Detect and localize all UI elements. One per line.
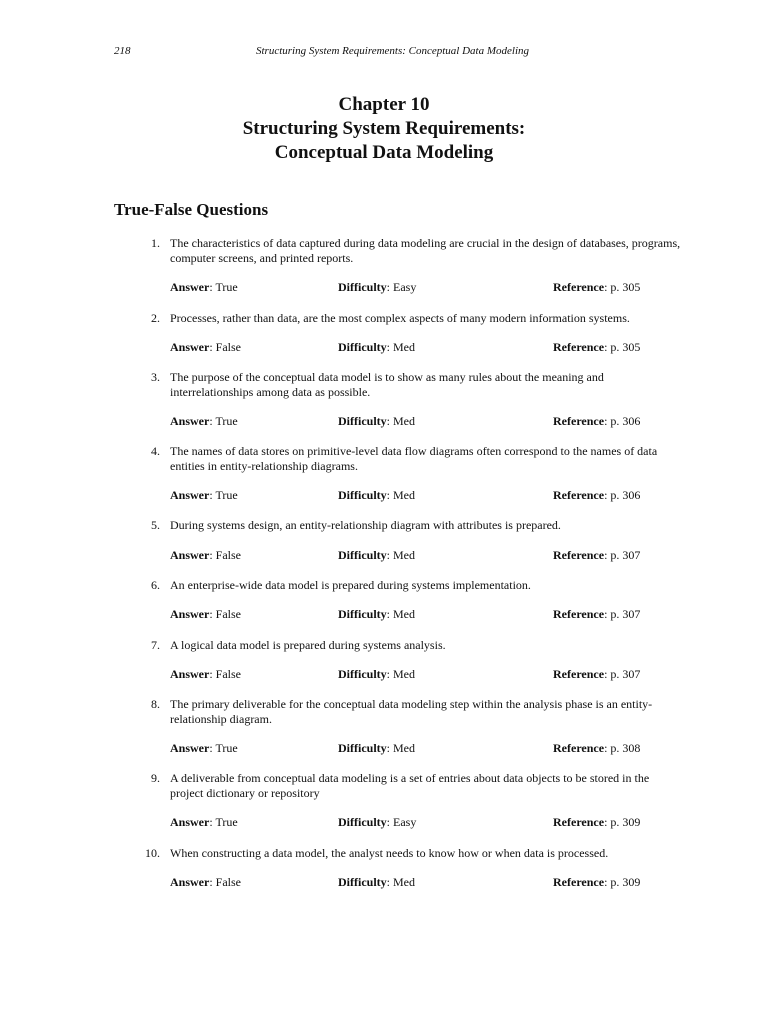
reference-label: Reference — [553, 280, 605, 294]
question-text: The characteristics of data captured during data modeling are crucial in the design of databases, programs, computer screens, and printed reports. — [170, 236, 681, 265]
question-number: 2. — [151, 311, 160, 325]
difficulty-value: Med — [393, 875, 415, 889]
difficulty — [338, 340, 415, 355]
answer — [170, 414, 238, 429]
difficulty-separator: : — [386, 280, 393, 294]
answer-separator: : — [209, 280, 216, 294]
chapter-heading — [0, 93, 768, 165]
answer-separator: : — [209, 875, 216, 889]
reference — [553, 815, 640, 830]
question-meta — [0, 607, 768, 622]
reference — [553, 414, 640, 429]
difficulty — [338, 741, 415, 756]
question-meta — [0, 414, 768, 429]
answer-label: Answer — [170, 741, 210, 755]
reference — [553, 667, 640, 682]
answer-value: True — [215, 488, 238, 502]
reference-separator: : — [604, 340, 611, 354]
answer-label: Answer — [170, 280, 210, 294]
answer-label: Answer — [170, 607, 210, 621]
reference-separator: : — [604, 280, 611, 294]
reference-label: Reference — [553, 741, 605, 755]
reference-value: p. 309 — [610, 815, 641, 829]
question-number: 10. — [145, 846, 160, 860]
running-header-title: Structuring System Requirements: Conceptual Data Modeling — [256, 45, 530, 57]
answer-value: False — [215, 667, 242, 681]
difficulty-separator: : — [386, 548, 393, 562]
question-meta — [0, 280, 768, 295]
reference — [553, 340, 640, 355]
answer-separator: : — [209, 548, 216, 562]
answer-value: True — [215, 741, 238, 755]
answer-label: Answer — [170, 548, 210, 562]
answer-separator: : — [209, 414, 216, 428]
question-text: A logical data model is prepared during systems analysis. — [170, 638, 446, 652]
answer — [170, 340, 241, 355]
question-meta — [0, 488, 768, 503]
answer-value: True — [215, 414, 238, 428]
chapter-title-line-1: Structuring System Requirements: — [242, 118, 526, 139]
chapter-number: Chapter 10 — [338, 94, 430, 115]
reference-separator: : — [604, 488, 611, 502]
difficulty-label: Difficulty — [338, 667, 387, 681]
answer-separator: : — [209, 667, 216, 681]
reference-value: p. 305 — [610, 280, 641, 294]
reference-separator: : — [604, 414, 611, 428]
difficulty-label: Difficulty — [338, 488, 387, 502]
chapter-title-line-2: Conceptual Data Modeling — [274, 142, 494, 163]
answer — [170, 815, 238, 830]
reference-separator: : — [604, 815, 611, 829]
answer-value: False — [215, 875, 242, 889]
reference — [553, 875, 640, 890]
difficulty — [338, 607, 415, 622]
reference-label: Reference — [553, 875, 605, 889]
reference-label: Reference — [553, 340, 605, 354]
reference-separator: : — [604, 741, 611, 755]
difficulty-separator: : — [386, 667, 393, 681]
answer-label: Answer — [170, 815, 210, 829]
reference-value: p. 306 — [610, 488, 641, 502]
reference-value: p. 306 — [610, 414, 641, 428]
reference-separator: : — [604, 607, 611, 621]
question-text: An enterprise-wide data model is prepared during systems implementation. — [170, 578, 531, 592]
question-meta — [0, 875, 768, 890]
answer-separator: : — [209, 340, 216, 354]
reference-separator: : — [604, 548, 611, 562]
question-text: The purpose of the conceptual data model is to show as many rules about the meaning and interrelationships among data as possible. — [170, 370, 604, 399]
difficulty — [338, 488, 415, 503]
question-meta — [0, 340, 768, 355]
answer — [170, 280, 238, 295]
difficulty-label: Difficulty — [338, 414, 387, 428]
difficulty-separator: : — [386, 340, 393, 354]
reference-value: p. 307 — [610, 667, 641, 681]
reference-label: Reference — [553, 548, 605, 562]
question-text: When constructing a data model, the analyst needs to know how or when data is processed. — [170, 846, 609, 860]
question-number: 8. — [151, 697, 160, 711]
reference-label: Reference — [553, 414, 605, 428]
answer — [170, 488, 238, 503]
question-text: During systems design, an entity-relationship diagram with attributes is prepared. — [170, 518, 561, 532]
difficulty-label: Difficulty — [338, 340, 387, 354]
reference-separator: : — [604, 667, 611, 681]
difficulty — [338, 414, 415, 429]
answer-label: Answer — [170, 875, 210, 889]
answer — [170, 607, 241, 622]
reference-value: p. 308 — [610, 741, 641, 755]
question-number: 5. — [151, 518, 160, 532]
question-number: 6. — [151, 578, 160, 592]
reference-label: Reference — [553, 815, 605, 829]
difficulty-value: Med — [393, 741, 415, 755]
question-meta — [0, 741, 768, 756]
difficulty-separator: : — [386, 607, 393, 621]
question-meta — [0, 667, 768, 682]
answer-separator: : — [209, 741, 216, 755]
answer-value: False — [215, 607, 242, 621]
reference-value: p. 305 — [610, 340, 641, 354]
answer-separator: : — [209, 488, 216, 502]
difficulty-separator: : — [386, 414, 393, 428]
answer-label: Answer — [170, 414, 210, 428]
answer-value: True — [215, 815, 238, 829]
difficulty-label: Difficulty — [338, 607, 387, 621]
reference-separator: : — [604, 875, 611, 889]
difficulty-value: Easy — [393, 815, 417, 829]
question-text: A deliverable from conceptual data modeling is a set of entries about data objects to be stored in the project dictionary or repository — [170, 771, 650, 800]
answer-label: Answer — [170, 667, 210, 681]
answer-value: False — [215, 548, 242, 562]
difficulty-value: Med — [393, 488, 415, 502]
difficulty-separator: : — [386, 488, 393, 502]
difficulty-separator: : — [386, 875, 393, 889]
difficulty — [338, 875, 415, 890]
answer-value: False — [215, 340, 242, 354]
difficulty-value: Med — [393, 340, 415, 354]
reference-value: p. 307 — [610, 548, 641, 562]
difficulty — [338, 667, 415, 682]
reference-label: Reference — [553, 667, 605, 681]
answer — [170, 667, 241, 682]
question-text: The primary deliverable for the conceptual data modeling step within the analysis phase is an entity-relationship diagram. — [170, 697, 653, 726]
question-meta — [0, 815, 768, 830]
question-number: 3. — [151, 370, 160, 384]
difficulty-label: Difficulty — [338, 280, 387, 294]
question-number: 9. — [151, 771, 160, 785]
difficulty-label: Difficulty — [338, 815, 387, 829]
reference — [553, 488, 640, 503]
answer-separator: : — [209, 607, 216, 621]
question-text: Processes, rather than data, are the most complex aspects of many modern information systems. — [170, 311, 630, 325]
reference-value: p. 307 — [610, 607, 641, 621]
answer-separator: : — [209, 815, 216, 829]
reference — [553, 280, 640, 295]
answer-label: Answer — [170, 488, 210, 502]
answer-value: True — [215, 280, 238, 294]
question-meta — [0, 548, 768, 563]
answer — [170, 741, 238, 756]
question-number: 7. — [151, 638, 160, 652]
reference — [553, 741, 640, 756]
reference — [553, 548, 640, 563]
reference-value: p. 309 — [610, 875, 641, 889]
answer-label: Answer — [170, 340, 210, 354]
page-number: 218 — [114, 45, 131, 57]
question-number: 4. — [151, 444, 160, 458]
reference — [553, 607, 640, 622]
difficulty-value: Easy — [393, 280, 417, 294]
difficulty — [338, 815, 416, 830]
difficulty-value: Med — [393, 548, 415, 562]
reference-label: Reference — [553, 488, 605, 502]
question-number: 1. — [151, 236, 160, 250]
difficulty-value: Med — [393, 414, 415, 428]
difficulty-label: Difficulty — [338, 875, 387, 889]
difficulty — [338, 280, 416, 295]
difficulty-label: Difficulty — [338, 548, 387, 562]
running-header — [0, 45, 768, 61]
section-title: True-False Questions — [114, 200, 269, 219]
question-text: The names of data stores on primitive-level data flow diagrams often correspond to the names of data entities in entity-relationship diagrams. — [170, 444, 658, 473]
difficulty-value: Med — [393, 667, 415, 681]
answer — [170, 548, 241, 563]
difficulty-separator: : — [386, 815, 393, 829]
difficulty-label: Difficulty — [338, 741, 387, 755]
difficulty-separator: : — [386, 741, 393, 755]
reference-label: Reference — [553, 607, 605, 621]
difficulty — [338, 548, 415, 563]
difficulty-value: Med — [393, 607, 415, 621]
answer — [170, 875, 241, 890]
